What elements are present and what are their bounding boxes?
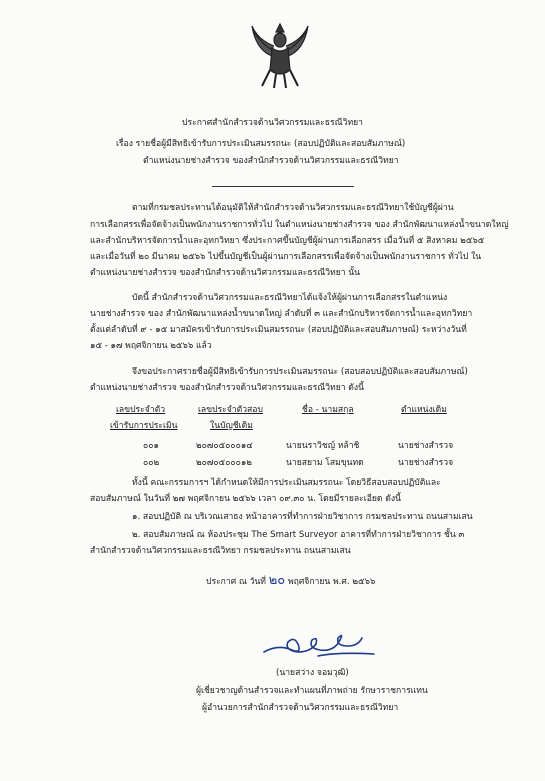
header-exam-no-2: ในบัญชีเดิม	[210, 421, 253, 431]
para4-line: ๑. สอบปฏิบัติ ณ บริเวณเสาธง หน้าอาคารที่ทำการฝ่ายวิชาการ กรมชลประทาน ถนนสามเสน	[132, 512, 473, 522]
announcement-title: ประกาศสำนักสำรวจด้านวิศวกรรมและธรณีวิทยา	[182, 118, 363, 128]
para4-line: ๒. สอบสัมภาษณ์ ณ ห้องประชุม The Smart Surveyor อาคารที่ทำการฝ่ายวิชาการ ชั้น ๓	[132, 530, 465, 540]
para1-line: และสำนักบริหารจัดการน้ำและอุทกวิทยา ซึ่งประกาศขึ้นบัญชีผู้ผ่านการเลือกสรร เมื่อวันที่ ๕ สิงหาคม ๒๕๖๕	[90, 236, 485, 246]
para2-line: ๑๕ - ๑๗ พฤศจิกายน ๒๕๖๖ แล้ว	[90, 341, 212, 351]
header-candidate-no-2: เข้ารับการประเมิน	[110, 421, 178, 431]
subject-line-1: เรื่อง รายชื่อผู้มีสิทธิเข้ารับการประเมินสมรรถนะ (สอบปฏิบัติและสอบสัมภาษณ์)	[116, 139, 406, 149]
para1-line: การเลือกสรรเพื่อจัดจ้างเป็นพนักงานราชการทั่วไป ในตำแหน่งนายช่างสำรวจ ของ สำนักพัฒนาแหล่งน้ำขนาดใหญ่	[90, 220, 509, 230]
announce-suffix: พฤศจิกายน พ.ศ. ๒๕๖๖	[287, 577, 376, 587]
table-row-cell: นายนราวิชญ์ หล้าชิ	[286, 441, 360, 451]
table-row-cell: นายช่างสำรวจ	[398, 441, 454, 451]
para4-line: ทั้งนี้ คณะกรรมการฯ ได้กำหนดให้มีการประเมินสมรรถนะ โดยวิธีสอบสอบปฏิบัติและ	[132, 478, 441, 488]
garuda-emblem-icon	[248, 20, 312, 92]
para1-line: ตำแหน่งนายช่างสำรวจ ของสำนักสำรวจด้านวิศวกรรมและธรณีวิทยา นั้น	[90, 268, 361, 278]
para4-line: สำนักสำรวจด้านวิศวกรรมและธรณีวิทยา กรมชลประทาน ถนนสามเสน	[90, 546, 351, 556]
para1-line: ตามที่กรมชลประทานได้อนุมัติให้สำนักสำรวจด้านวิศวกรรมและธรณีวิทยาใช้บัญชีผู้ผ่าน	[132, 203, 454, 213]
table-row-cell: ๒๐๗๐๕๐๐๐๑๔	[196, 441, 253, 451]
table-row-cell: นายช่างสำรวจ	[398, 458, 454, 468]
signer-position-1: ผู้เชี่ยวชาญด้านสำรวจและทำแผนที่ภาพถ่าย รักษาราชการแทน	[196, 686, 428, 696]
table-row-cell: ๒๐๗๐๕๐๐๐๑๒	[196, 458, 252, 468]
announce-day: ๒๐	[268, 573, 286, 588]
header-name: ชื่อ - นามสกุล	[302, 405, 354, 415]
para2-line: นายช่างสำรวจ ของ สำนักพัฒนาแหล่งน้ำขนาดใหญ่ ลำดับที่ ๓ และสำนักบริหารจัดการน้ำและอุทกวิทยา	[90, 309, 473, 319]
para2-line: ตั้งแต่ลำดับที่ ๙ - ๑๕ มาสมัครเข้ารับการประเมินสมรรถนะ (สอบปฏิบัติและสอบสัมภาษณ์) ระหว่างวันที่	[90, 325, 467, 335]
signature-icon	[258, 622, 378, 662]
para4-line: สอบสัมภาษณ์ ในวันที่ ๒๗ พฤศจิกายน ๒๕๖๖ เวลา ๐๙.๓๐ น. โดยมีรายละเอียด ดังนี้	[90, 494, 401, 504]
header-exam-no: เลขประจำตัวสอบ	[198, 405, 263, 415]
table-row-cell: ๐๐๑	[143, 441, 159, 451]
table-row-cell: ๐๐๒	[143, 458, 160, 468]
title-divider	[212, 186, 354, 187]
para2-line: บัดนี้ สำนักสำรวจด้านวิศวกรรมและธรณีวิทยาได้แจ้งให้ผู้ผ่านการเลือกสรรในตำแหน่ง	[132, 293, 448, 303]
para1-line: และเมื่อวันที่ ๒๐ มีนาคม ๒๕๖๖ ไปขึ้นบัญชีเป็นผู้ผ่านการเลือกสรรเพื่อจัดจ้างเป็นพนักงานราชการ ทั่วไป ใน	[90, 252, 482, 262]
header-position: ตำแหน่งเดิม	[401, 405, 447, 415]
subject-line-2: ตำแหน่งนายช่างสำรวจ ของสำนักสำรวจด้านวิศวกรรมและธรณีวิทยา	[143, 156, 399, 166]
para3-line: จึงขอประกาศรายชื่อผู้มีสิทธิเข้ารับการประเมินสมรรถนะ (สอบสอบปฏิบัติและสอบสัมภาษณ์)	[132, 367, 468, 377]
announce-date	[206, 575, 375, 588]
table-row-cell: นายสยาม โสมขุนทด	[286, 458, 364, 468]
signer-position-2: ผู้อำนวยการสำนักสำรวจด้านวิศวกรรมและธรณีวิทยา	[202, 703, 399, 713]
header-candidate-no: เลขประจำตัว	[116, 405, 166, 415]
signer-name: (นายสว่าง จอมวุฒิ)	[276, 668, 349, 678]
para3-line: ตำแหน่งนายช่างสำรวจ ของสำนักสำรวจด้านวิศวกรรมและธรณีวิทยา ดังนี้	[90, 383, 364, 393]
announce-prefix: ประกาศ ณ วันที่	[206, 577, 266, 587]
